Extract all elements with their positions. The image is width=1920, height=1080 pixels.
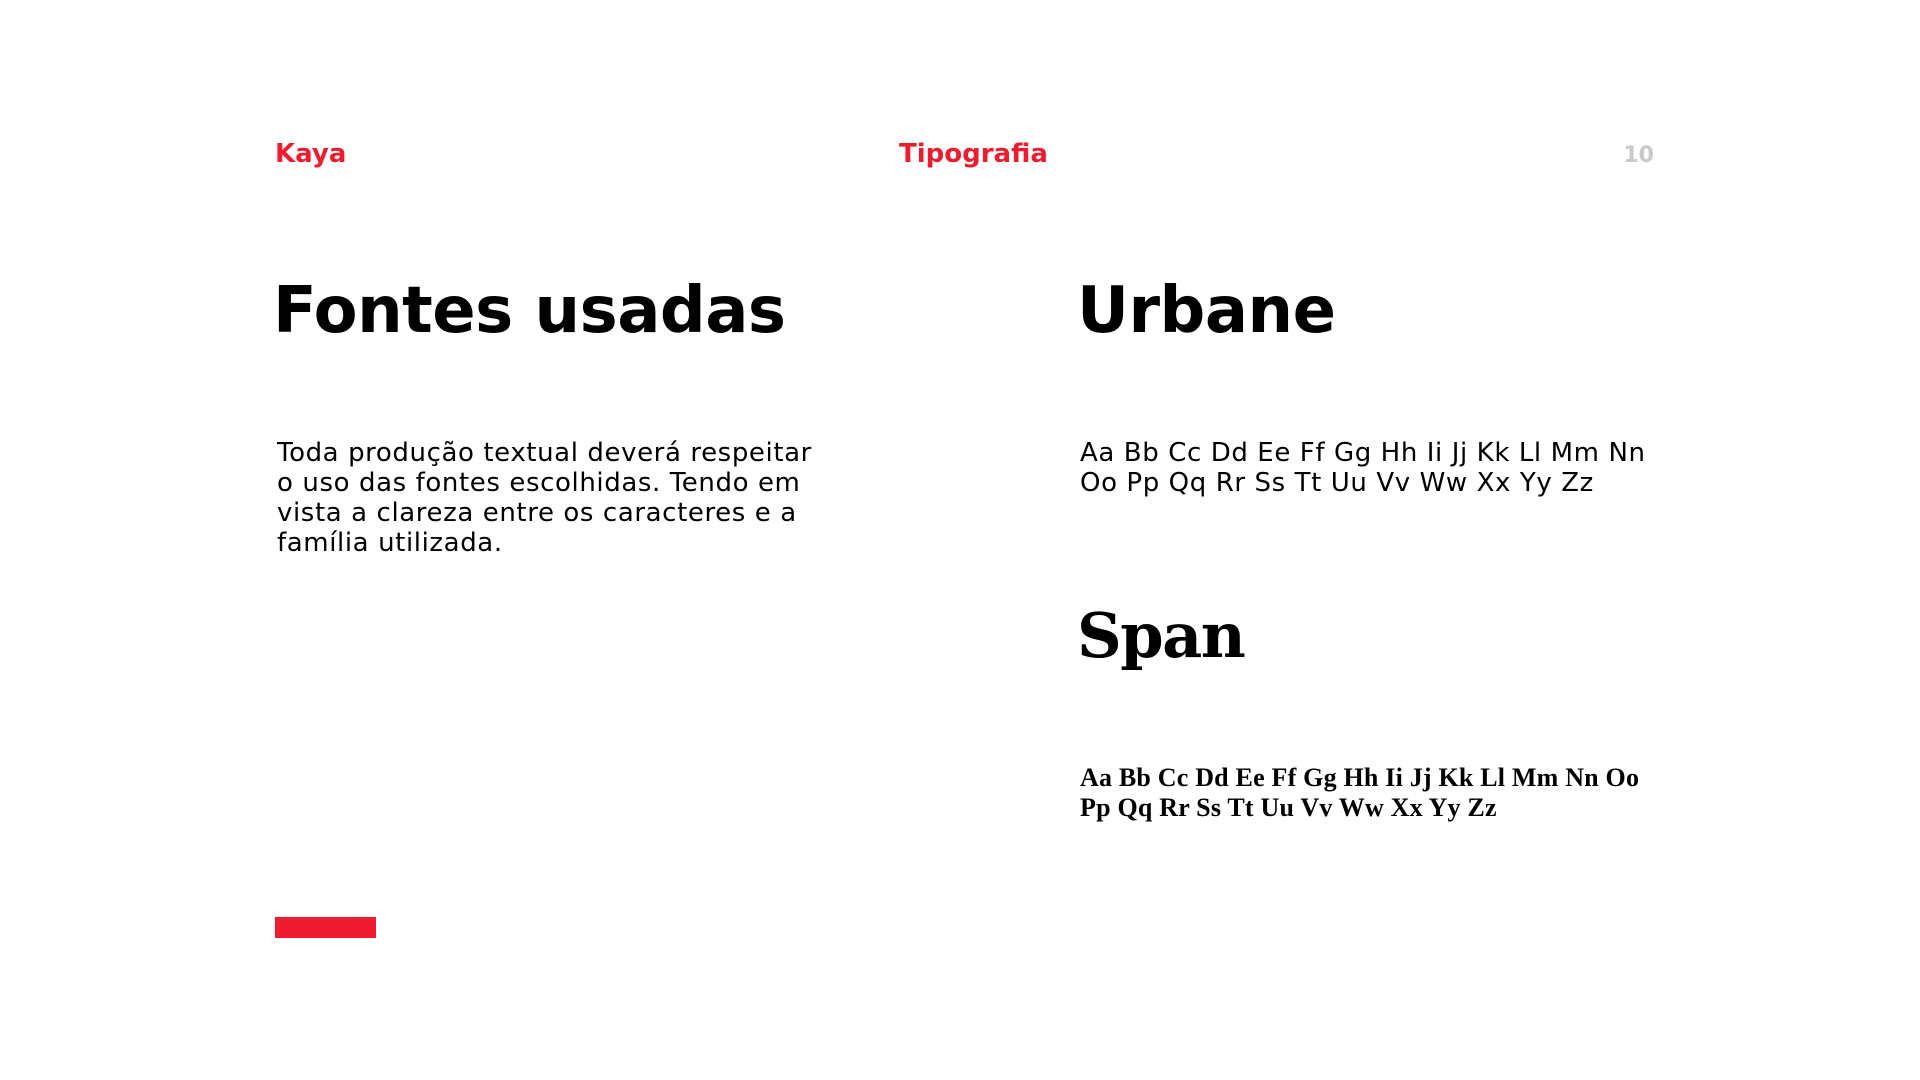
- brand-name: Kaya: [275, 139, 347, 169]
- accent-bar: [275, 917, 376, 938]
- page-title: Fontes usadas: [273, 274, 786, 348]
- page-number: 10: [1623, 143, 1654, 168]
- font-sample-urbane: [1080, 438, 1700, 498]
- description-line: família utilizada.: [277, 528, 503, 558]
- sample-line: Pp Qq Rr Ss Tt Uu Vv Ww Xx Yy Zz: [1080, 793, 1497, 822]
- sample-line: Aa Bb Cc Dd Ee Ff Gg Hh Ii Jj Kk Ll Mm Nn Oo: [1080, 763, 1640, 792]
- description-line: Toda produção textual deverá respeitar: [277, 438, 812, 468]
- font-name-urbane: Urbane: [1077, 274, 1336, 348]
- description-line: o uso das fontes escolhidas. Tendo em: [277, 468, 801, 498]
- sample-line: Aa Bb Cc Dd Ee Ff Gg Hh Ii Jj Kk Ll Mm Nn: [1080, 438, 1646, 468]
- description-text: [277, 438, 877, 558]
- section-title: Tipografia: [899, 139, 1048, 169]
- sample-line: Oo Pp Qq Rr Ss Tt Uu Vv Ww Xx Yy Zz: [1080, 468, 1594, 498]
- description-line: vista a clareza entre os caracteres e a: [277, 498, 797, 528]
- font-name-span: Span: [1077, 599, 1245, 672]
- font-sample-span: [1080, 763, 1639, 823]
